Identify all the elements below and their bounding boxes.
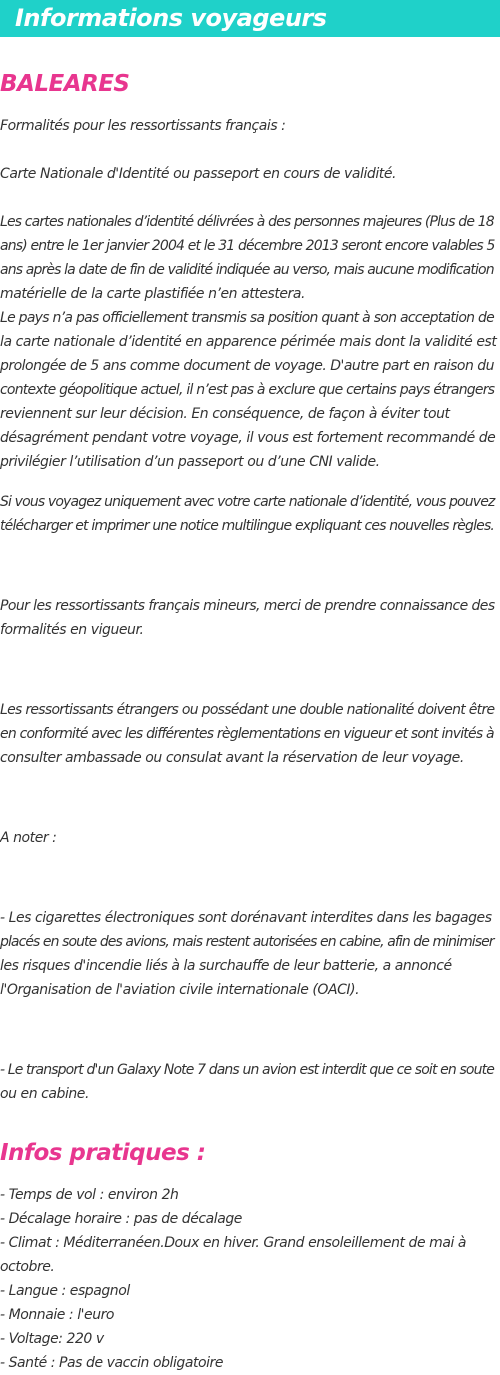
text-line: Pour les ressortissants français mineurs, merci de prendre connaissance des: [0, 598, 495, 614]
text-line: en conformité avec les différentes règlementations en vigueur et sont invités à: [0, 726, 494, 742]
text-line: A noter :: [0, 830, 57, 846]
text-line: Les cartes nationales d’identité délivrées à des personnes majeures (Plus de 18: [0, 214, 494, 230]
infos-pratiques-list: [0, 1183, 498, 1375]
galaxy-paragraph: [0, 1058, 498, 1106]
mineurs-paragraph: [0, 594, 498, 642]
notice-multilingue-paragraph: [0, 490, 498, 538]
page-title: Informations voyageurs: [15, 4, 327, 32]
text-line: Le pays n’a pas officiellement transmis sa position quant à son acceptation de: [0, 310, 495, 326]
list-item: - Décalage horaire : pas de décalage: [0, 1211, 242, 1227]
infos-pratiques-title: Infos pratiques :: [0, 1140, 206, 1166]
text-line: contexte géopolitique actuel, il n’est pas à exclure que certains pays étrangers: [0, 382, 495, 398]
text-line: - Le transport d'un Galaxy Note 7 dans un avion est interdit que ce soit en soute: [0, 1062, 494, 1078]
text-line: Si vous voyagez uniquement avec votre carte nationale d’identité, vous pouvez: [0, 494, 495, 510]
list-item: - Monnaie : l'euro: [0, 1307, 115, 1323]
destination-title: BALEARES: [0, 71, 130, 97]
cni-validite-paragraph: [0, 210, 498, 474]
text-line: ans) entre le 1er janvier 2004 et le 31 décembre 2013 seront encore valables 5: [0, 238, 495, 254]
list-item: - Temps de vol : environ 2h: [0, 1187, 179, 1203]
text-line: désagrément pendant votre voyage, il vous est fortement recommandé de: [0, 430, 496, 446]
text-line: Formalités pour les ressortissants français :: [0, 118, 286, 134]
text-line: la carte nationale d’identité en apparence périmée mais dont la validité est: [0, 334, 497, 350]
list-item: - Langue : espagnol: [0, 1283, 130, 1299]
text-line: privilégier l’utilisation d’un passeport ou d’une CNI valide.: [0, 454, 380, 470]
list-item: - Climat : Méditerranéen.Doux en hiver. Grand ensoleillement de mai à: [0, 1235, 467, 1251]
text-line: prolongée de 5 ans comme document de voyage. D'autre part en raison du: [0, 358, 495, 374]
list-item: - Voltage: 220 v: [0, 1331, 104, 1347]
formalites-intro: [0, 114, 498, 138]
text-line: ans après la date de fin de validité indiquée au verso, mais aucune modification: [0, 262, 494, 278]
a-noter-label: [0, 826, 498, 850]
text-line: ou en cabine.: [0, 1086, 89, 1102]
text-line: formalités en vigueur.: [0, 622, 144, 638]
etrangers-paragraph: [0, 698, 498, 770]
text-line: consulter ambassade ou consulat avant la réservation de leur voyage.: [0, 750, 464, 766]
text-line: placés en soute des avions, mais restent autorisées en cabine, afin de minimiser: [0, 934, 494, 950]
text-line: les risques d'incendie liés à la surchauffe de leur batterie, a annoncé: [0, 958, 452, 974]
text-line: Carte Nationale d'Identité ou passeport en cours de validité.: [0, 166, 396, 182]
cigarettes-paragraph: [0, 906, 498, 1002]
text-line: matérielle de la carte plastifiée n’en attestera.: [0, 286, 305, 302]
header-bar: [0, 0, 500, 37]
text-line: l'Organisation de l'aviation civile internationale (OACI).: [0, 982, 360, 998]
text-line: - Les cigarettes électroniques sont dorénavant interdites dans les bagages: [0, 910, 492, 926]
text-line: télécharger et imprimer une notice multilingue expliquant ces nouvelles règles.: [0, 518, 495, 534]
text-line: Les ressortissants étrangers ou possédant une double nationalité doivent être: [0, 702, 495, 718]
cni-passeport-text: [0, 162, 498, 186]
list-item: octobre.: [0, 1259, 55, 1275]
list-item: - Santé : Pas de vaccin obligatoire: [0, 1355, 224, 1371]
text-line: reviennent sur leur décision. En conséquence, de façon à éviter tout: [0, 406, 450, 422]
